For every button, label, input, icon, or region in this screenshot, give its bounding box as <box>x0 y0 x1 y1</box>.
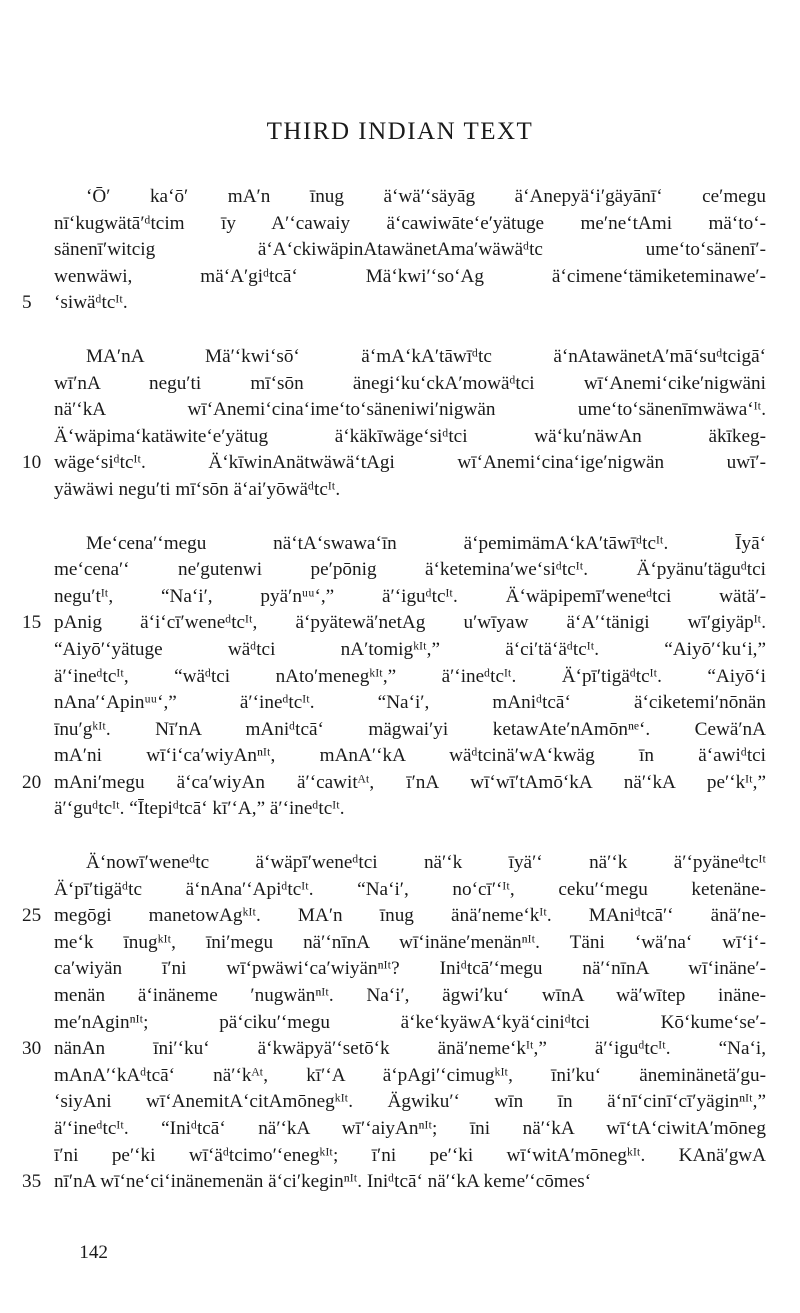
text-line <box>54 877 766 904</box>
text-line <box>54 850 766 877</box>
text-line <box>54 930 766 957</box>
paragraph-4 <box>22 850 766 1196</box>
text-line <box>22 610 766 637</box>
text-line <box>54 397 766 424</box>
text-line <box>54 344 766 371</box>
line-text: Meʻcenaʹʻmegu näʻtAʻswawaʻīn äʻpemimämAʻkAʹtāwīᵈtcᴵᵗ. Īyāʻ <box>86 532 766 554</box>
line-text: ʻŌʹ kaʻōʹ mAʹn īnug äʻwäʹʻsäyāg äʻAnepyäʻiʹgäyānīʻ ceʹmegu <box>86 186 766 207</box>
paragraph-gap <box>54 504 766 531</box>
text-line <box>54 184 766 211</box>
line-text: äʹʻineᵈtcᴵᵗ, “wäᵈtci nAtoʹmenegᵏᴵᵗ,” äʹʻineᵈtcᴵᵗ. Äʻpīʹtigäᵈtcᴵᵗ. “Aiyōʻi <box>54 665 766 687</box>
line-text: nīʹnA wīʻneʻciʻinänemenän äʻciʹkeginⁿᴵᵗ. Iniᵈtcāʻ näʹʻkA kemeʹʻcōmesʻ <box>54 1171 592 1193</box>
text-line <box>54 796 766 823</box>
line-text: ʻsiyAni wīʻAnemitAʻcitAmōnegᵏᴵᵗ. Ägwikuʹʻ wīn īn äʻnīʻcinīʻcīʹyäginⁿᴵᵗ,” <box>54 1091 766 1113</box>
text-line <box>22 1169 766 1196</box>
line-text: īʹni peʹʻki wīʻäᵈtcimoʹʻenegᵏᴵᵗ; īʹni peʹʻki wīʻwitAʹmōnegᵏᴵᵗ. KAnäʹgwA <box>54 1144 766 1166</box>
paragraph-gap <box>54 317 766 344</box>
line-text: mAnAʹʻkAᵈtcāʻ näʹʻkᴬᵗ, kīʹʻA äʻpAgiʹʻcimugᵏᴵᵗ, īniʹkuʻ äneminänetäʹgu- <box>54 1064 766 1086</box>
text-line <box>54 557 766 584</box>
text-line <box>54 1063 766 1090</box>
text-line <box>54 264 766 291</box>
line-text: näʹʻkA wīʻAnemiʻcinaʻimeʻtoʻsäneniwiʹnigwän umeʻtoʻsänenīmwäwaʻᴵᵗ. <box>54 399 766 421</box>
text-line <box>54 1089 766 1116</box>
line-text: “Aiyōʹʻyätuge wäᵈtci nAʹtomigᵏᴵᵗ,” äʻciʹtäʻäᵈtcᴵᵗ. “Aiyōʹʻkuʻi,” <box>54 638 766 660</box>
line-text: sänenīʹwitcig äʻAʻckiwäpinAtawänetAmaʹwäwäᵈtc umeʻtoʻsänenīʹ- <box>54 239 766 261</box>
text-line <box>54 956 766 983</box>
text-line <box>54 717 766 744</box>
line-text: pAnig äʻiʻcīʹweneᵈtcᴵᵗ, äʻpyätewäʹnetAg uʹwīyaw äʻAʹʻtänigi wīʹgiyäpᴵᵗ. <box>54 612 766 634</box>
text-line <box>22 1036 766 1063</box>
text-line <box>54 584 766 611</box>
line-text: caʹwiyän īʹni wīʻpwäwiʻcaʹwiyänⁿᴵᵗ? Iniᵈtcāʹʻmegu näʹʻnīnA wīʻinäneʹ- <box>54 958 766 980</box>
text-line <box>54 983 766 1010</box>
line-text: MAʹnA Mäʹʻkwiʻsōʻ äʻmAʻkAʹtāwīᵈtc äʻnAtawänetAʹmāʻsuᵈtcigāʻ <box>86 345 766 367</box>
line-text: mAniʹmegu äʻcaʹwiyAn äʹʻcawitᴬᵗ, īʹnA wīʻwīʹtAmōʻkA näʹʻkA peʹʻkᴵᵗ,” <box>54 771 766 793</box>
line-text: nAnaʹʻApinᵘᵘʻ,” äʹʻineᵈtcᴵᵗ. “Naʻiʹ, mAniᵈtcāʻ äʻciketemiʹnōnän <box>54 692 766 714</box>
line-text: Äʻnowīʹweneᵈtc äʻwäpīʹweneᵈtci näʹʻk īyäʹʻ näʹʻk äʹʻpyäneᵈtcᴵᵗ <box>86 852 766 874</box>
line-number: 5 <box>22 292 32 314</box>
line-text: megōgi manetowAgᵏᴵᵗ. MAʹn īnug änäʹnemeʻkᴵᵗ. MAniᵈtcāʹʻ änäʹne- <box>54 905 766 927</box>
text-line <box>54 1143 766 1170</box>
text-line <box>54 637 766 664</box>
paragraph-3 <box>22 531 766 824</box>
text-line <box>54 211 766 238</box>
line-text: wägeʻsiᵈtcᴵᵗ. ÄʻkīwinAnätwäwäʻtAgi wīʻAnemiʻcinaʻigeʹnigwän uwīʹ- <box>54 452 766 474</box>
text-line <box>54 237 766 264</box>
line-number: 35 <box>22 1171 42 1193</box>
line-number: 10 <box>22 452 42 474</box>
line-text: yäwäwi neguʹti mīʻsōn äʻaiʹyōwäᵈtcᴵᵗ. <box>54 478 341 500</box>
text-line <box>54 477 766 504</box>
line-text: nīʻkugwätāʹᵈtcim īy Aʹʻcawaiy äʻcawiwāteʻeʹyätuge meʹneʻtAmi mäʻtoʻ- <box>54 212 766 234</box>
line-text: Äʻpīʹtigäᵈtc äʻnAnaʹʻApiᵈtcᴵᵗ. “Naʻiʹ, noʻcīʹʻᴵᵗ, cekuʹʻmegu ketenäne- <box>54 878 766 900</box>
line-text: meʻk īnugᵏᴵᵗ, īniʹmegu näʹʻnīnA wīʻinäneʹmenänⁿᴵᵗ. Täni ʻwäʹnaʻ wīʻiʻ- <box>54 931 766 953</box>
text-body <box>22 184 766 1196</box>
text-line <box>22 770 766 797</box>
text-line <box>22 903 766 930</box>
line-text: wīʹnA neguʹti mīʻsōn änegiʻkuʻckAʹmowäᵈtci wīʻAnemiʻcikeʹnigwäni <box>54 372 766 394</box>
line-number: 20 <box>22 771 42 793</box>
text-line <box>54 531 766 558</box>
text-line <box>54 424 766 451</box>
line-text: äʹʻguᵈtcᴵᵗ. “Ītepiᵈtcāʻ kīʹʻA,” äʹʻineᵈtcᴵᵗ. <box>54 798 345 820</box>
paragraph-2 <box>22 344 766 504</box>
page-number: 142 <box>79 1242 108 1263</box>
line-text: īnuʹgᵏᴵᵗ. NīʹnA mAniᵈtcāʻ mägwaiʹyi ketawAteʹnAmōnⁿᵉʻ. CewäʹnA <box>54 718 766 740</box>
line-number: 30 <box>22 1038 42 1060</box>
text-line <box>54 1010 766 1037</box>
line-text: äʹʻineᵈtcᴵᵗ. “Iniᵈtcāʻ näʹʻkA wīʹʻaiyAnⁿᴵᵗ; īni näʹʻkA wīʻtAʻciwitAʹmōneg <box>54 1118 766 1139</box>
paragraph-gap <box>54 823 766 850</box>
text-line <box>22 290 766 317</box>
paragraph-1 <box>22 184 766 317</box>
line-text: mAʹni wīʻiʻcaʹwiyAnⁿᴵᵗ, mAnAʹʻkA wäᵈtcinäʹwAʻkwäg īn äʻawiᵈtci <box>54 745 766 767</box>
page-title: THIRD INDIAN TEXT <box>266 118 534 145</box>
line-text: Äʻwäpimaʻkatäwiteʻeʹyätug äʻkäkīwägeʻsiᵈtci wäʻkuʹnäwAn äkīkeg- <box>54 425 766 447</box>
text-line <box>22 450 766 477</box>
line-text: meʹnAginⁿᴵᵗ; päʻcikuʹʻmegu äʻkeʻkyäwAʻkyäʻciniᵈtci Kōʻkumeʻseʹ- <box>54 1011 766 1033</box>
text-line <box>54 690 766 717</box>
text-line <box>54 371 766 398</box>
line-text: nänAn īniʹʻkuʻ äʻkwäpyäʹʻsetōʻk änäʹnemeʻkᴵᵗ,” äʹʻiguᵈtcᴵᵗ. “Naʻi, <box>54 1038 766 1060</box>
line-number: 25 <box>22 905 42 927</box>
line-text: meʻcenaʹʻ neʹgutenwi peʹpōnig äʻketeminaʹweʻsiᵈtcᴵᵗ. Äʻpyänuʹtäguᵈtci <box>54 559 766 581</box>
text-line <box>54 664 766 691</box>
line-number: 15 <box>22 612 42 634</box>
line-text: wenwäwi, mäʻAʹgiᵈtcāʻ MäʻkwiʹʻsoʻAg äʻcimeneʻtämiketeminaweʹ- <box>54 265 766 287</box>
text-line <box>54 743 766 770</box>
text-line <box>54 1116 766 1143</box>
line-text: neguʹtᴵᵗ, “Naʻiʹ, pyäʹnᵘᵘʻ,” äʹʻiguᵈtcᴵᵗ. Äʻwäpipemīʹweneᵈtci wätäʹ- <box>54 585 766 607</box>
line-text: menän äʻinäneme ʹnugwänⁿᴵᵗ. Naʻiʹ, ägwiʹkuʻ wīnA wäʹwītep inäne- <box>54 985 766 1007</box>
line-text: ʻsiwäᵈtcᴵᵗ. <box>54 292 128 314</box>
